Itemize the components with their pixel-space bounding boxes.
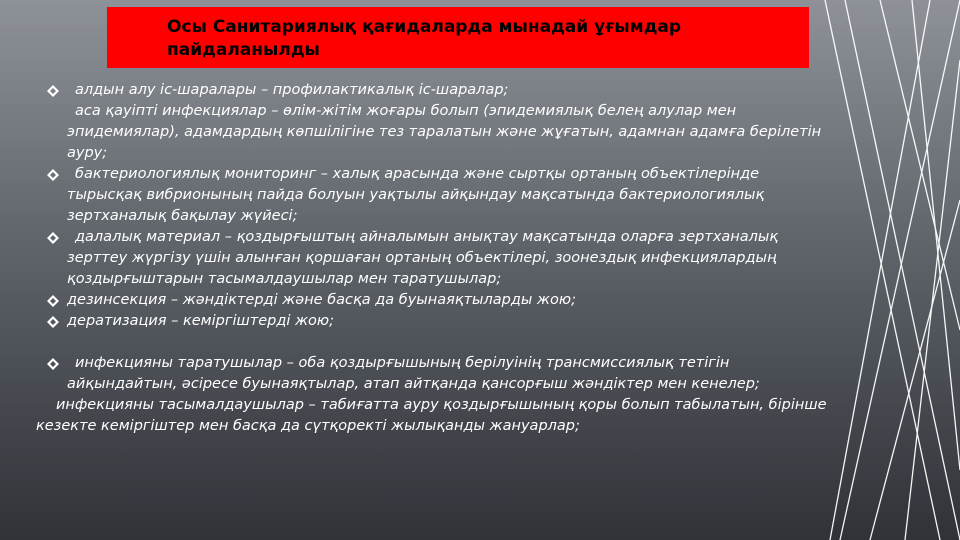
diamond-bullet-icon bbox=[47, 169, 59, 181]
diamond-bullet-icon bbox=[47, 85, 59, 97]
diamond-bullet-icon bbox=[47, 232, 59, 244]
list-item-text: дезинсекция – жәндіктерді және басқа да буынаяқтыларды жою; bbox=[67, 292, 576, 308]
list-item bbox=[30, 164, 830, 227]
list-item-text: дератизация – кеміргіштерді жою; bbox=[67, 313, 335, 329]
diamond-bullet-icon bbox=[47, 295, 59, 307]
closing-note-text: инфекцияны тасымалдаушылар – табиғатта ауру қоздырғышының қоры болып табылатын, бірінше кезекте кеміргіштер мен басқа да сүтқоректі жылықанды жануарлар; bbox=[36, 397, 827, 434]
list-item bbox=[30, 290, 830, 311]
list-item bbox=[30, 80, 830, 101]
list-item-text: аса қауіпті инфекциялар – өлім-жітім жоғары болып (эпидемиялық белең алулар мен эпидемиялар), адамдардың көпшілігіне тез таралатын және жұғатын, адамнан адамға берілетін ауру; bbox=[67, 103, 822, 161]
slide-title: Осы Санитариялық қағидаларда мынадай ұғымдар пайдаланылды bbox=[167, 17, 682, 60]
diamond-bullet-icon bbox=[47, 316, 59, 328]
title-banner bbox=[107, 7, 809, 68]
closing-note bbox=[30, 395, 830, 437]
diamond-bullet-icon bbox=[47, 358, 59, 370]
list-item-text: бактериологиялық мониторинг – халық арасында және сыртқы ортаның объектілерінде тырысқақ вибрионының пайда болуын уақтылы айқындау мақсатында бактериологиялық зертханалық бақылау жүйесі; bbox=[67, 166, 765, 224]
spacer bbox=[30, 332, 830, 353]
list-item bbox=[30, 353, 830, 395]
content-list bbox=[30, 80, 830, 437]
list-item bbox=[30, 101, 830, 164]
list-item-text: инфекцияны таратушылар – оба қоздырғышының берілуінің трансмиссиялық тетігін айқындайтын, әсіресе буынаяқтылар, атап айтқанда қансорғыш жәндіктер мен кенелер; bbox=[67, 355, 760, 392]
list-item-text: алдын алу іс-шаралары – профилактикалық іс-шаралар; bbox=[75, 82, 509, 98]
list-item-text: далалық материал – қоздырғыштың айналымын анықтау мақсатында оларға зертханалық зерттеу жүргізу үшін алынған қоршаған ортаның объектілері, зоонездық инфекциялардың қоздырғыштарын тасымалдаушылар мен таратушылар; bbox=[67, 229, 779, 287]
list-item bbox=[30, 311, 830, 332]
list-item bbox=[30, 227, 830, 290]
